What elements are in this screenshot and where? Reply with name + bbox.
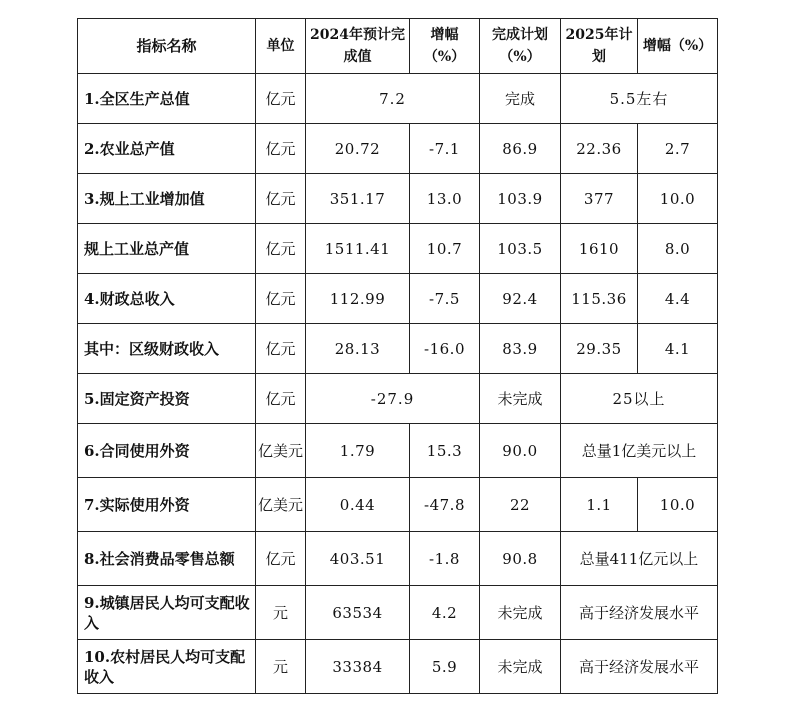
table-row — [78, 640, 718, 694]
completion-cell: 22 — [480, 478, 561, 532]
estimate-cell: 403.51 — [306, 532, 410, 586]
indicator-name: 6.合同使用外资 — [78, 424, 256, 478]
growth-cell: -16.0 — [410, 324, 480, 374]
estimate-growth-cell: 7.2 — [306, 74, 480, 124]
completion-cell: 83.9 — [480, 324, 561, 374]
growth-cell: 15.3 — [410, 424, 480, 478]
completion-cell: 90.0 — [480, 424, 561, 478]
unit-cell: 亿元 — [256, 532, 306, 586]
unit-cell: 元 — [256, 640, 306, 694]
growth-2025-cell: 10.0 — [638, 174, 718, 224]
table-row — [78, 586, 718, 640]
unit-cell: 元 — [256, 586, 306, 640]
indicator-name: 1.全区生产总值 — [78, 74, 256, 124]
table-row — [78, 224, 718, 274]
unit-cell: 亿美元 — [256, 424, 306, 478]
indicator-name: 2.农业总产值 — [78, 124, 256, 174]
plan-cell: 1610 — [561, 224, 638, 274]
growth-cell: -1.8 — [410, 532, 480, 586]
table-row — [78, 124, 718, 174]
table-row — [78, 274, 718, 324]
growth-2025-cell: 8.0 — [638, 224, 718, 274]
unit-cell: 亿元 — [256, 224, 306, 274]
growth-cell: -47.8 — [410, 478, 480, 532]
unit-cell: 亿元 — [256, 124, 306, 174]
completion-cell: 103.9 — [480, 174, 561, 224]
estimate-cell: 112.99 — [306, 274, 410, 324]
table-row — [78, 424, 718, 478]
indicator-name: 7.实际使用外资 — [78, 478, 256, 532]
indicator-name: 规上工业总产值 — [78, 224, 256, 274]
header-unit: 单位 — [256, 19, 306, 74]
table-row — [78, 74, 718, 124]
plan-cell: 22.36 — [561, 124, 638, 174]
completion-cell: 未完成 — [480, 374, 561, 424]
unit-cell: 亿元 — [256, 274, 306, 324]
unit-cell: 亿元 — [256, 174, 306, 224]
growth-2025-cell: 10.0 — [638, 478, 718, 532]
estimate-cell: 1511.41 — [306, 224, 410, 274]
estimate-cell: 63534 — [306, 586, 410, 640]
header-growth: 增幅（%） — [410, 19, 480, 74]
growth-cell: 10.7 — [410, 224, 480, 274]
plan-cell: 377 — [561, 174, 638, 224]
header-completion: 完成计划（%） — [480, 19, 561, 74]
table-row — [78, 532, 718, 586]
plan-cell: 1.1 — [561, 478, 638, 532]
table-row — [78, 374, 718, 424]
plan-growth-cell: 总量1亿美元以上 — [561, 424, 718, 478]
growth-2025-cell: 4.4 — [638, 274, 718, 324]
estimate-cell: 33384 — [306, 640, 410, 694]
header-2025-plan: 2025年计划 — [561, 19, 638, 74]
header-2024-estimate: 2024年预计完成值 — [306, 19, 410, 74]
completion-cell: 103.5 — [480, 224, 561, 274]
completion-cell: 完成 — [480, 74, 561, 124]
plan-growth-cell: 高于经济发展水平 — [561, 586, 718, 640]
indicator-name: 4.财政总收入 — [78, 274, 256, 324]
growth-cell: -7.1 — [410, 124, 480, 174]
estimate-cell: 20.72 — [306, 124, 410, 174]
estimate-cell: 351.17 — [306, 174, 410, 224]
growth-cell: -7.5 — [410, 274, 480, 324]
unit-cell: 亿元 — [256, 324, 306, 374]
indicator-name: 5.固定资产投资 — [78, 374, 256, 424]
plan-growth-cell: 25以上 — [561, 374, 718, 424]
plan-growth-cell: 5.5左右 — [561, 74, 718, 124]
indicator-name: 8.社会消费品零售总额 — [78, 532, 256, 586]
unit-cell: 亿美元 — [256, 478, 306, 532]
estimate-cell: 28.13 — [306, 324, 410, 374]
indicator-name: 9.城镇居民人均可支配收入 — [78, 586, 256, 640]
indicator-table — [77, 18, 718, 694]
growth-cell: 13.0 — [410, 174, 480, 224]
completion-cell: 未完成 — [480, 640, 561, 694]
plan-growth-cell: 高于经济发展水平 — [561, 640, 718, 694]
unit-cell: 亿元 — [256, 74, 306, 124]
indicator-name: 3.规上工业增加值 — [78, 174, 256, 224]
growth-cell: 4.2 — [410, 586, 480, 640]
header-row — [78, 19, 718, 74]
completion-cell: 92.4 — [480, 274, 561, 324]
estimate-growth-cell: -27.9 — [306, 374, 480, 424]
table-row — [78, 324, 718, 374]
growth-2025-cell: 4.1 — [638, 324, 718, 374]
unit-cell: 亿元 — [256, 374, 306, 424]
completion-cell: 未完成 — [480, 586, 561, 640]
growth-cell: 5.9 — [410, 640, 480, 694]
header-growth-2025: 增幅（%） — [638, 19, 718, 74]
growth-2025-cell: 2.7 — [638, 124, 718, 174]
header-indicator-name: 指标名称 — [78, 19, 256, 74]
plan-cell: 29.35 — [561, 324, 638, 374]
plan-growth-cell: 总量411亿元以上 — [561, 532, 718, 586]
table-row — [78, 478, 718, 532]
indicator-name: 10.农村居民人均可支配收入 — [78, 640, 256, 694]
table-row — [78, 174, 718, 224]
completion-cell: 86.9 — [480, 124, 561, 174]
plan-cell: 115.36 — [561, 274, 638, 324]
completion-cell: 90.8 — [480, 532, 561, 586]
estimate-cell: 0.44 — [306, 478, 410, 532]
estimate-cell: 1.79 — [306, 424, 410, 478]
indicator-name: 其中：区级财政收入 — [78, 324, 256, 374]
